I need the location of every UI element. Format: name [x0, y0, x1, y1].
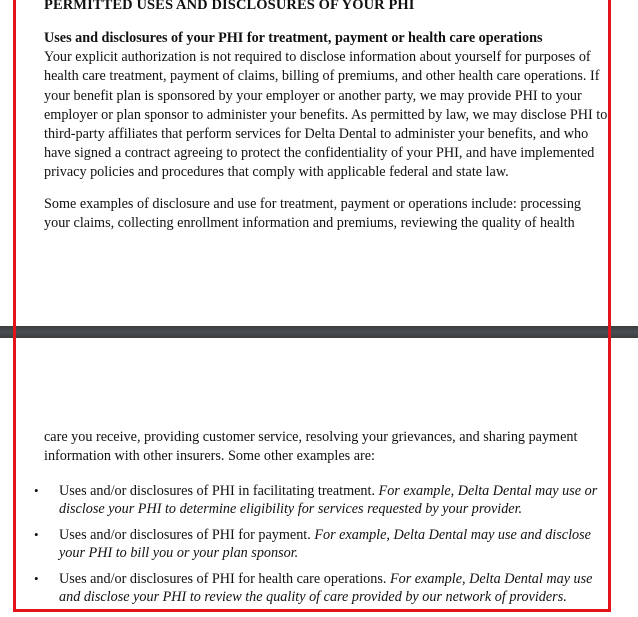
list-item-example: For example, Delta Dental may use and disclose your PHI to review the quality of care provided by our network of providers. [59, 570, 593, 606]
section-body [44, 29, 609, 183]
list-item-text: Uses and/or disclosures of PHI in facilitating treatment. [59, 483, 379, 499]
paragraph-authorization: Your explicit authorization is not required to disclose information about yourself for purposes of health care treatment, payment of claims, billing of premiums, and other health care operations. If your benefit plan is sponsored by your employer or another party, we may provide PHI to your employer or plan sponsor to administer your benefits. As permitted by law, we may disclose PHI to third-party affiliates that perform services for Delta Dental to administer your benefits, and who have signed a contract agreeing to protect the confidentiality of your PHI, and have implemented privacy policies and procedures that comply with applicable federal and state law. [44, 49, 608, 181]
list-item-text: Uses and/or disclosures of PHI for health care operations. [59, 570, 390, 587]
list-item-text: Uses and/or disclosures of PHI for payment. [59, 526, 315, 543]
page-separator [0, 326, 638, 338]
list-item-example: For example, Delta Dental may use or disclose your PHI to determine eligibility for services requested by your provider. [59, 483, 598, 518]
list-item [34, 482, 614, 519]
paragraph-examples-continued: care you receive, providing customer service, resolving your grievances, and sharing payment information with other insurers. Some other examples are: [44, 429, 578, 465]
bullet-icon: • [34, 570, 39, 586]
list-item [34, 526, 614, 563]
list-item-example: For example, Delta Dental may use and disclose your PHI to bill you or your plan sponsor. [59, 526, 591, 562]
section-title: PERMITTED USES AND DISCLOSURES OF YOUR PHI [44, 0, 415, 13]
subsection-title: Uses and disclosures of your PHI for treatment, payment or health care operations [44, 30, 543, 46]
paragraph-examples-start: Some examples of disclosure and use for treatment, payment or operations include: processing your claims, collecting enrollment information and premiums, reviewing the quality of health [44, 196, 582, 232]
list-item [34, 570, 614, 607]
bullet-icon: • [34, 526, 39, 542]
examples-list [34, 482, 614, 613]
bullet-icon: • [34, 483, 39, 498]
